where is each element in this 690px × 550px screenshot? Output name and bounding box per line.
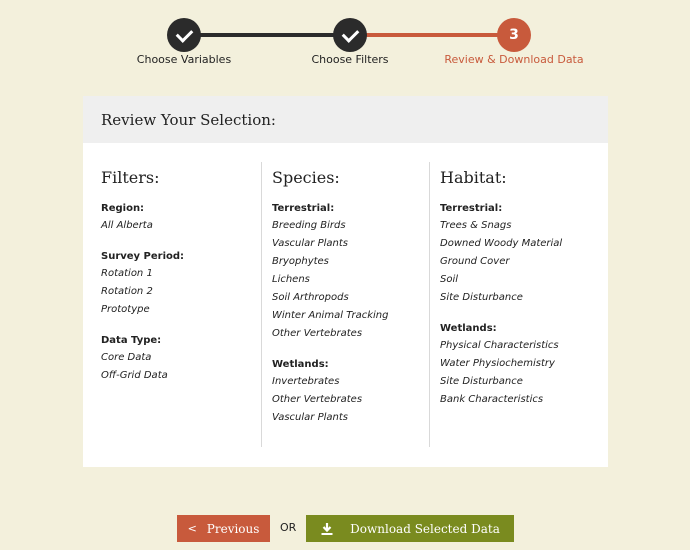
- list-item: Rotation 1: [101, 268, 153, 279]
- step-2-circle[interactable]: [333, 18, 367, 52]
- list-item: Lichens: [272, 274, 310, 285]
- or-separator: OR: [280, 521, 297, 534]
- list-item: Winter Animal Tracking: [272, 310, 389, 321]
- filter-group-region: [101, 203, 259, 235]
- species-title: Species:: [272, 168, 340, 187]
- list-item: Downed Woody Material: [440, 238, 563, 249]
- download-icon: [320, 522, 334, 536]
- review-panel: [83, 96, 608, 467]
- list-item: Other Vertebrates: [272, 328, 363, 339]
- step-3-circle: [497, 18, 531, 52]
- filters-title: Filters:: [101, 168, 160, 187]
- list-item: Site Disturbance: [440, 376, 523, 387]
- list-item: Site Disturbance: [440, 292, 523, 303]
- filter-group-data-type: [101, 335, 259, 385]
- filter-group-survey-period: [101, 251, 259, 319]
- group-label: Region:: [101, 203, 145, 214]
- habitat-group-wetlands: [440, 323, 608, 409]
- list-item: All Alberta: [101, 220, 153, 231]
- step-3-label: Review & Download Data: [444, 53, 584, 66]
- list-item: Bryophytes: [272, 256, 329, 267]
- habitat-group-terrestrial: [440, 203, 608, 307]
- selection-columns: [83, 162, 608, 447]
- list-item: Soil Arthropods: [272, 292, 349, 303]
- progress-stepper: [0, 0, 690, 80]
- list-item: Vascular Plants: [272, 238, 348, 249]
- step-2-label[interactable]: Choose Filters: [311, 53, 389, 66]
- list-item: Vascular Plants: [272, 412, 348, 423]
- download-selected-data-button[interactable]: [306, 515, 514, 542]
- download-label: Download Selected Data: [350, 521, 500, 536]
- list-item: Core Data: [101, 352, 152, 363]
- step-3-number: 3: [509, 27, 519, 43]
- list-item: Soil: [440, 274, 459, 285]
- step-1-label[interactable]: Choose Variables: [136, 53, 232, 66]
- list-item: Breeding Birds: [272, 220, 346, 231]
- species-column: [261, 162, 440, 447]
- step-connector-1: [184, 33, 350, 37]
- filters-column: [101, 162, 259, 447]
- group-label: Data Type:: [101, 335, 162, 346]
- list-item: Rotation 2: [101, 286, 153, 297]
- group-label: Terrestrial:: [272, 203, 335, 214]
- panel-title: Review Your Selection:: [83, 96, 608, 143]
- list-item: Invertebrates: [272, 376, 340, 387]
- species-group-wetlands: [272, 359, 440, 427]
- group-label: Wetlands:: [440, 323, 497, 334]
- list-item: Other Vertebrates: [272, 394, 363, 405]
- chevron-left-icon: <: [187, 522, 197, 535]
- list-item: Physical Characteristics: [440, 340, 559, 351]
- step-connector-2: [350, 33, 514, 37]
- previous-button[interactable]: [177, 515, 270, 542]
- group-label: Survey Period:: [101, 251, 185, 262]
- habitat-title: Habitat:: [440, 168, 507, 187]
- habitat-column: [429, 162, 608, 447]
- list-item: Ground Cover: [440, 256, 510, 267]
- species-group-terrestrial: [272, 203, 440, 343]
- list-item: Off-Grid Data: [101, 370, 168, 381]
- previous-label: Previous: [206, 521, 260, 536]
- check-icon: [175, 25, 193, 43]
- group-label: Wetlands:: [272, 359, 329, 370]
- list-item: Prototype: [101, 304, 150, 315]
- list-item: Bank Characteristics: [440, 394, 544, 405]
- list-item: Water Physiochemistry: [440, 358, 555, 369]
- list-item: Trees & Snags: [440, 220, 512, 231]
- group-label: Terrestrial:: [440, 203, 503, 214]
- step-1-circle[interactable]: [167, 18, 201, 52]
- check-icon: [341, 25, 359, 43]
